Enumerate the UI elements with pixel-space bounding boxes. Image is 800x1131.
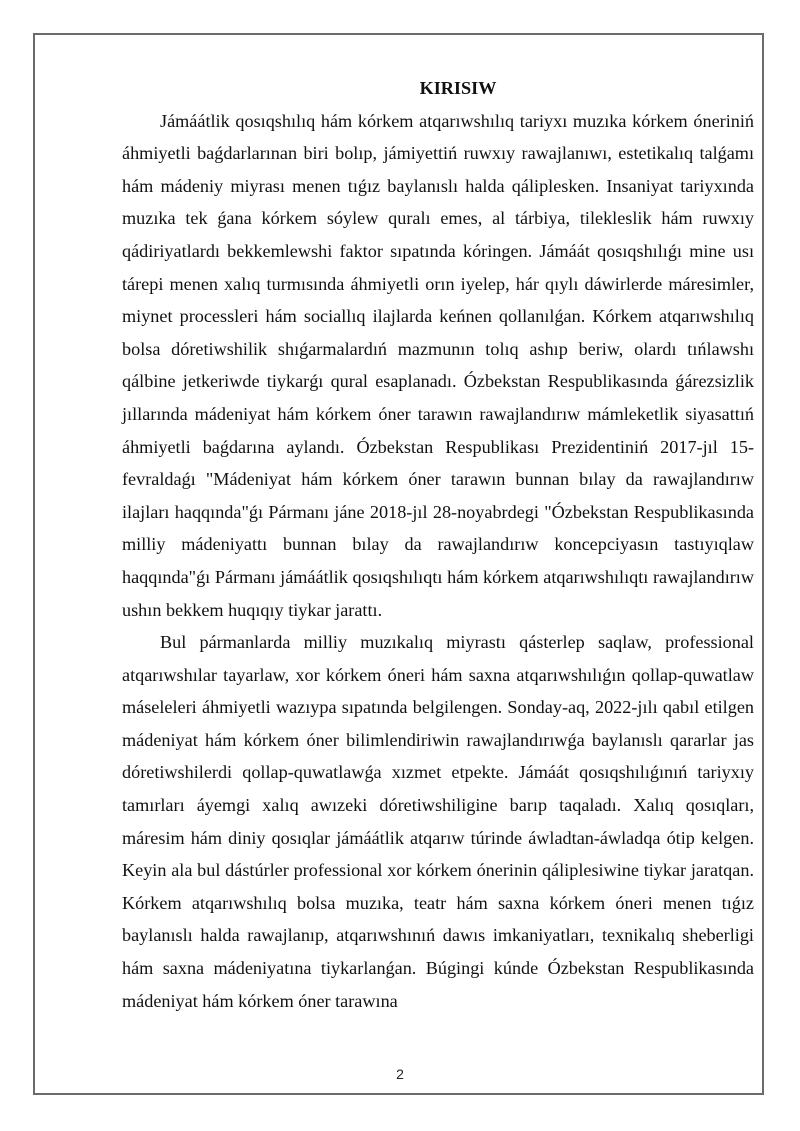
paragraph-2: Bul pármanlarda milliy muzıkalıq miyrastı qásterlep saqlaw, professional atqarıwshılar tayarlaw, xor kórkem óneri hám saxna atqarıwshılıǵın qollap-quwatlaw máseleleri áhmiyetli wazıypa sıpatında belgilengen. Sonday-aq, 2022-jılı qabıl etilgen mádeniyat hám kórkem óner bilimlendiriwin rawajlandırıwǵa baylanıslı qararlar jas dóretiwshilerdi qollap-quwatlawǵa xızmet etpekte. Jámáát qosıqshılıǵınıń tariyxıy tamırları áyemgi xalıq awızeki dóretiwshiligine barıp taqaladı. Xalıq qosıqları, máresim hám diniy qosıqlar jámáátlik atqarıw túrinde áwladtan-áwladqa ótip kelgen. Keyin ala bul dástúrler professional xor kórkem ónerinin qáliplesiwine tiykar jaratqan. Kórkem atqarıwshılıq bolsa muzıka, teatr hám saxna kórkem óneri menen tıǵız baylanıslı halda rawajlanıp, atqarıwshınıń dawıs imkaniyatları, texnikalıq sheberligi hám saxna mádeniyatına tiykarlanǵan. Búgingi kúnde Ózbekstan Respublikasında mádeniyat hám kórkem óner tarawına: [122, 632, 754, 1011]
document-title: KIRISIW: [419, 78, 497, 98]
paragraph-1: Jámáátlik qosıqshılıq hám kórkem atqarıwshılıq tariyxı muzıka kórkem óneriniń áhmiyetli baǵdarlarınan biri bolıp, jámiyettiń ruwxıy rawajlanıwı, estetikalıq talǵamı hám mádeniy miyrası menen tıǵız baylanıslı halda qáliplesken. Insaniyat tariyxında muzıka tek ǵana kórkem sóylew quralı emes, al tárbiya, tilekleslik hám ruwxıy qádiriyatlardı bekkemlewshi faktor sıpatında kóringen. Jámáát qosıqshılıǵı mine usı tárepi menen xalıq turmısında áhmiyetli orın iyelep, hár qıylı dáwirlerde máresimler, miynet processleri hám sociallıq ilajlarda keńnen qollanılǵan. Kórkem atqarıwshılıq bolsa dóretiwshilik shıǵarmalardıń mazmunın tolıq ashıp beriw, olardı tıńlawshı qálbine jetkeriwde tiykarǵı qural esaplanadı. Ózbekstan Respublikasında ǵárezsizlik jıllarında mádeniyat hám kórkem óner tarawın rawajlandırıw mámleketlik siyasattıń áhmiyetli baǵdarına aylandı. Ózbekstan Respublikası Prezidentiniń 2017-jıl 15-fevraldaǵı "Mádeniyat hám kórkem óner tarawın bunnan bılay da rawajlandırıw ilajları haqqında"ǵı Pármanı jáne 2018-jıl 28-noyabrdegi "Ózbekstan Respublikasında milliy mádeniyattı bunnan bılay da rawajlandırıw koncepciyasın tastıyıqlaw haqqında"ǵı Pármanı jámáátlik qosıqshılıqtı hám kórkem atqarıwshılıqtı rawajlandırıw ushın bekkem huqıqıy tiykar jarattı.: [122, 110, 754, 620]
page-number: 2: [396, 1066, 404, 1082]
document-body: [122, 72, 754, 1017]
